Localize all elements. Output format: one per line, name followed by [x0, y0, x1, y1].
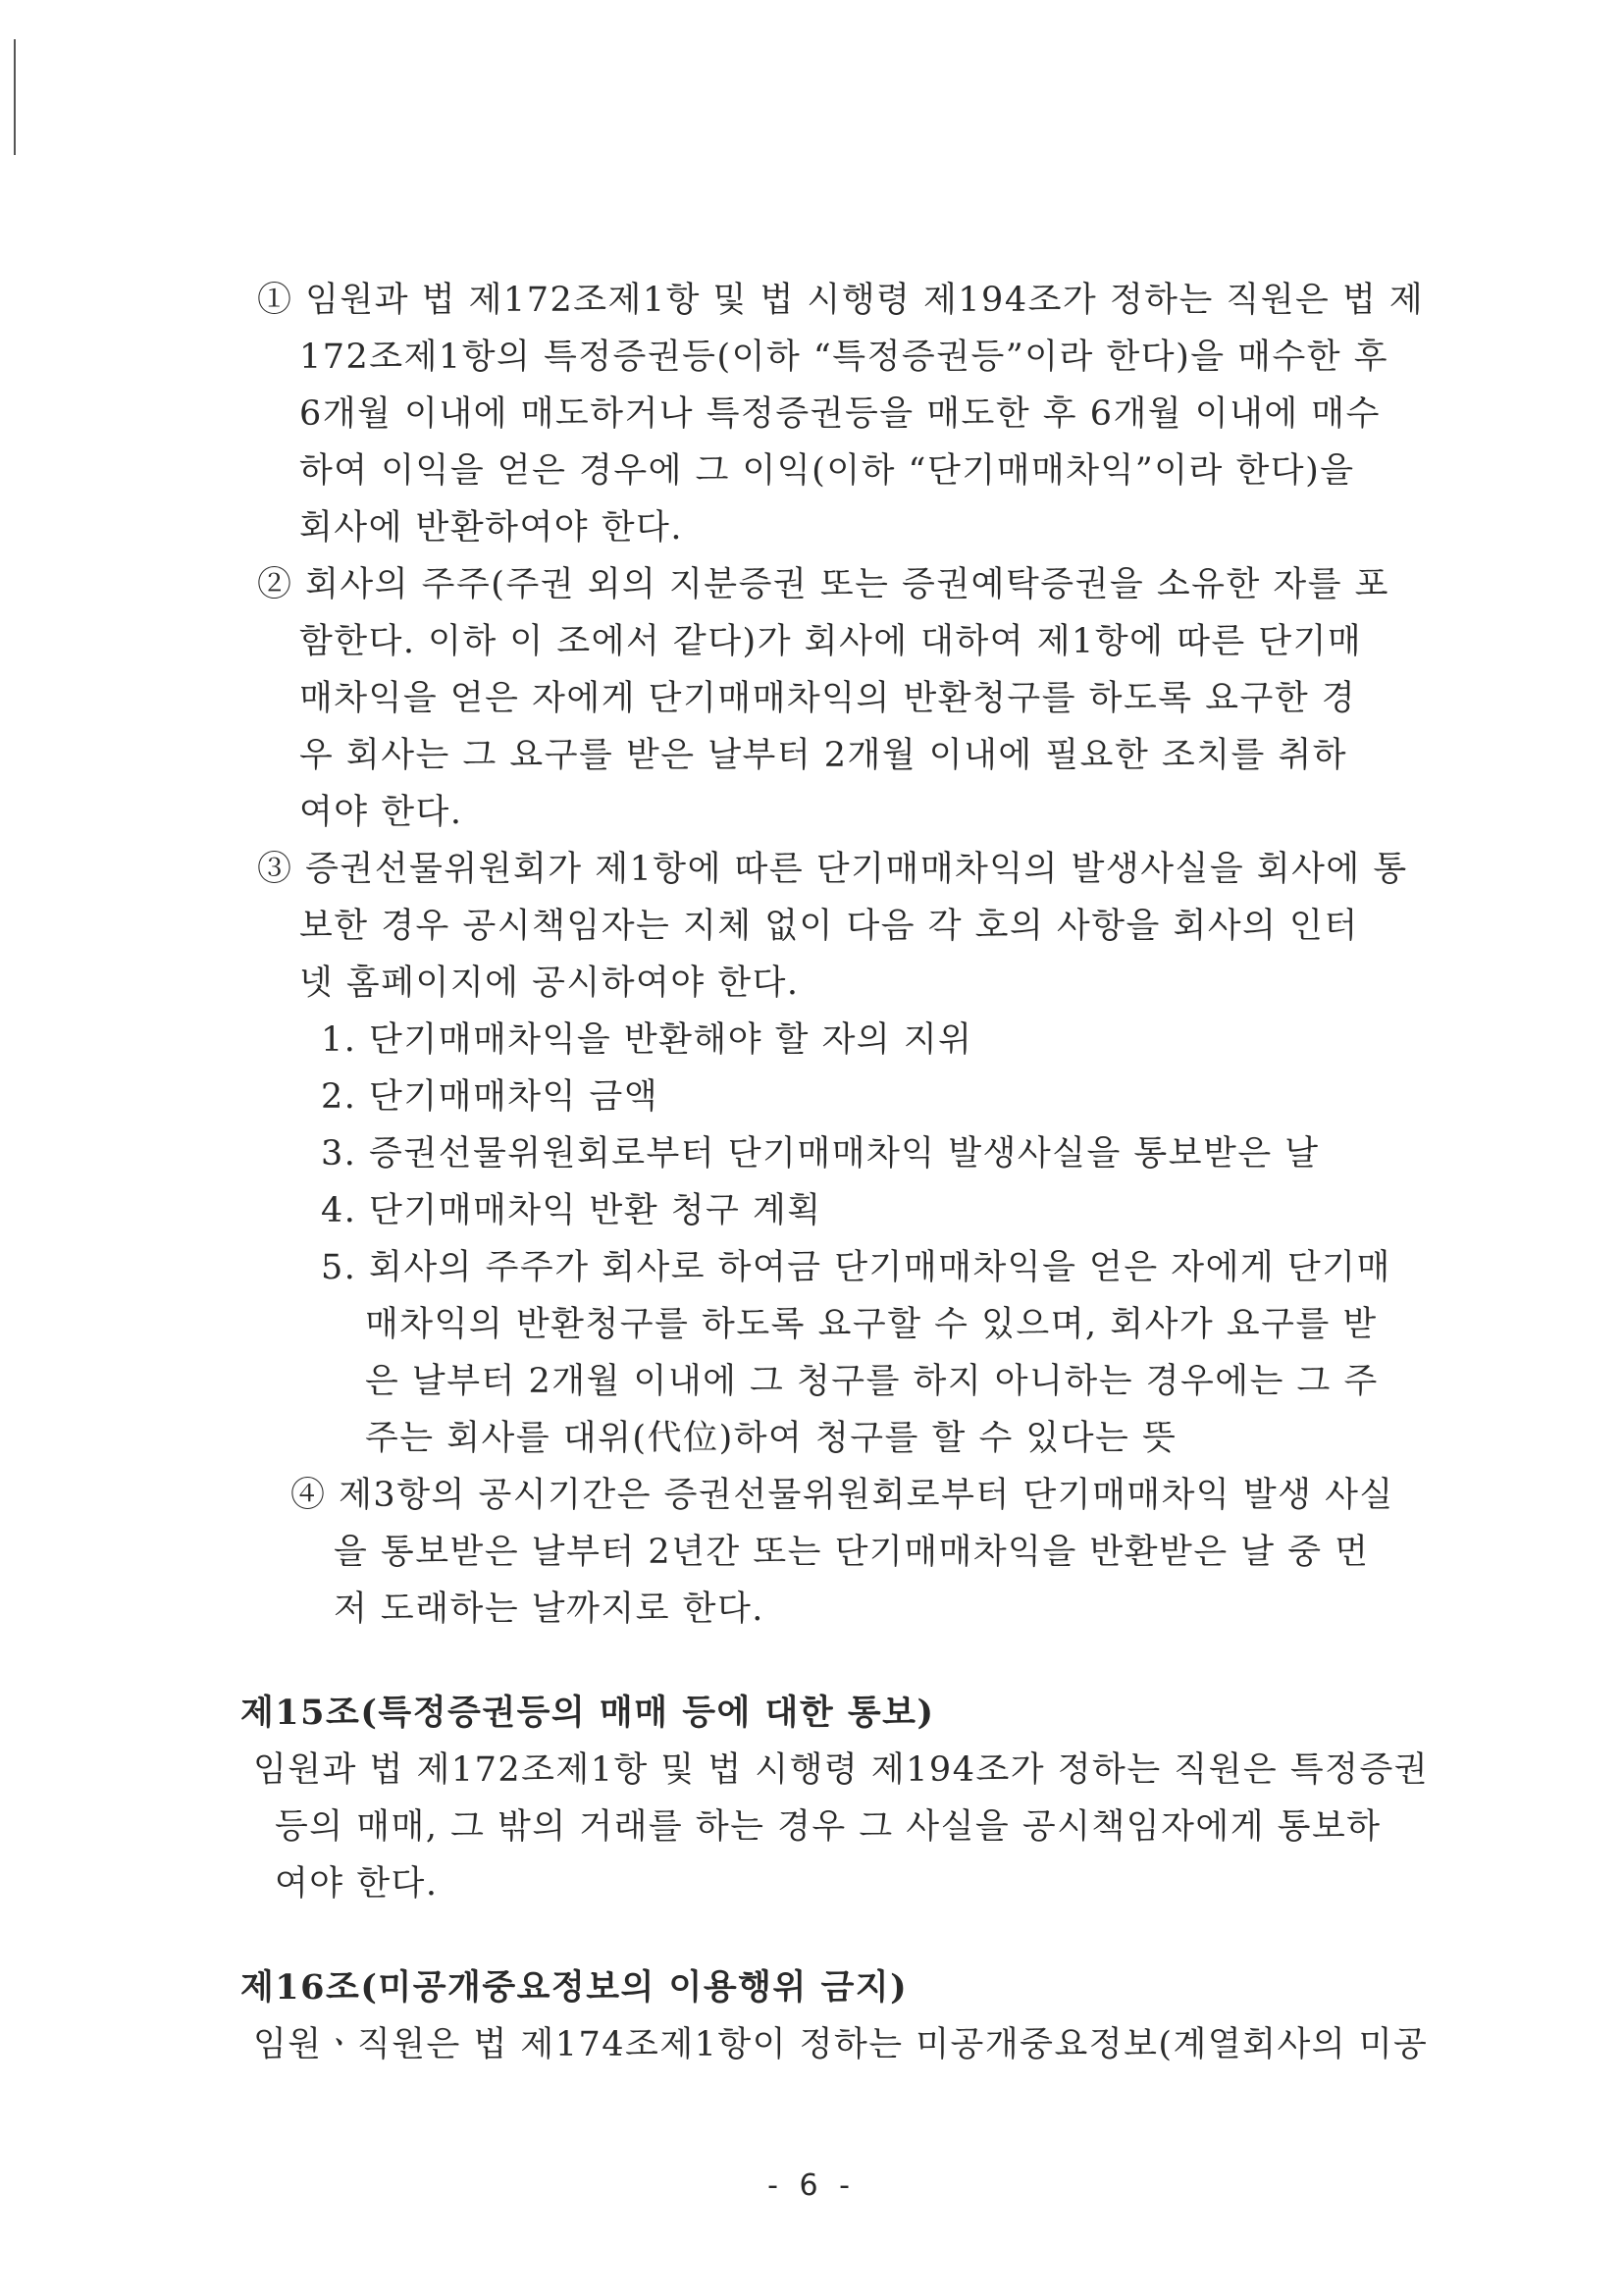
list-item-1: 1. 단기매매차익을 반환해야 할 자의 지위	[321, 1020, 973, 1060]
para2-line-5: 여야 한다.	[299, 793, 463, 832]
para4-line-2: 을 통보받은 날부터 2년간 또는 단기매매차익을 반환받은 날 중 먼	[334, 1533, 1370, 1572]
para1-line-5: 회사에 반환하여야 한다.	[299, 508, 683, 548]
article16-line-1: 임원ㆍ직원은 법 제174조제1항이 정하는 미공개중요정보(계열회사의 미공	[253, 2025, 1429, 2064]
para4-line-1: ④ 제3항의 공시기간은 증권선물위원회로부터 단기매매차익 발생 사실	[290, 1476, 1394, 1515]
list-item-5-cont-2: 은 날부터 2개월 이내에 그 청구를 하지 아니하는 경우에는 그 주	[365, 1362, 1379, 1401]
para1-line-1: ① 임원과 법 제172조제1항 및 법 시행령 제194조가 정하는 직원은 법 제	[257, 281, 1425, 320]
list-item-4: 4. 단기매매차익 반환 청구 계획	[321, 1191, 822, 1230]
list-item-3: 3. 증권선물위원회로부터 단기매매차익 발생사실을 통보받은 날	[321, 1134, 1320, 1174]
para3-line-1: ③ 증권선물위원회가 제1항에 따른 단기매매차익의 발생사실을 회사에 통	[257, 850, 1408, 889]
para2-line-4: 우 회사는 그 요구를 받은 날부터 2개월 이내에 필요한 조치를 취하	[299, 736, 1348, 775]
article15-line-3: 여야 한다.	[275, 1864, 439, 1904]
list-item-5-cont-1: 매차익의 반환청구를 하도록 요구할 수 있으며, 회사가 요구를 받	[365, 1305, 1378, 1344]
para2-line-2: 함한다. 이하 이 조에서 같다)가 회사에 대하여 제1항에 따른 단기매	[299, 622, 1363, 661]
para1-line-3: 6개월 이내에 매도하거나 특정증권등을 매도한 후 6개월 이내에 매수	[299, 394, 1381, 434]
para4-line-3: 저 도래하는 날까지로 한다.	[334, 1590, 764, 1629]
article15-heading: 제15조(특정증권등의 매매 등에 대한 통보)	[240, 1693, 935, 1733]
list-item-5-cont-3: 주는 회사를 대위(代位)하여 청구를 할 수 있다는 뜻	[365, 1419, 1178, 1458]
para2-line-1: ② 회사의 주주(주권 외의 지분증권 또는 증권예탁증권을 소유한 자를 포	[257, 565, 1389, 604]
page-number: - 6 -	[767, 2168, 856, 2203]
para3-line-3: 넷 홈페이지에 공시하여야 한다.	[299, 964, 800, 1003]
para1-line-2: 172조제1항의 특정증권등(이하 “특정증권등”이라 한다)을 매수한 후	[299, 338, 1389, 377]
para2-line-3: 매차익을 얻은 자에게 단기매매차익의 반환청구를 하도록 요구한 경	[299, 679, 1357, 718]
list-item-5: 5. 회사의 주주가 회사로 하여금 단기매매차익을 얻은 자에게 단기매	[321, 1248, 1391, 1287]
para1-line-4: 하여 이익을 얻은 경우에 그 이익(이하 “단기매매차익”이라 한다)을	[299, 451, 1355, 491]
list-item-2: 2. 단기매매차익 금액	[321, 1077, 659, 1117]
article15-line-1: 임원과 법 제172조제1항 및 법 시행령 제194조가 정하는 직원은 특정증권	[253, 1750, 1430, 1790]
article16-heading: 제16조(미공개중요정보의 이용행위 금지)	[240, 1967, 909, 2008]
scan-margin-line	[14, 39, 16, 155]
para3-line-2: 보한 경우 공시책임자는 지체 없이 다음 각 호의 사항을 회사의 인터	[299, 907, 1359, 946]
article15-line-2: 등의 매매, 그 밖의 거래를 하는 경우 그 사실을 공시책임자에게 통보하	[275, 1807, 1382, 1847]
